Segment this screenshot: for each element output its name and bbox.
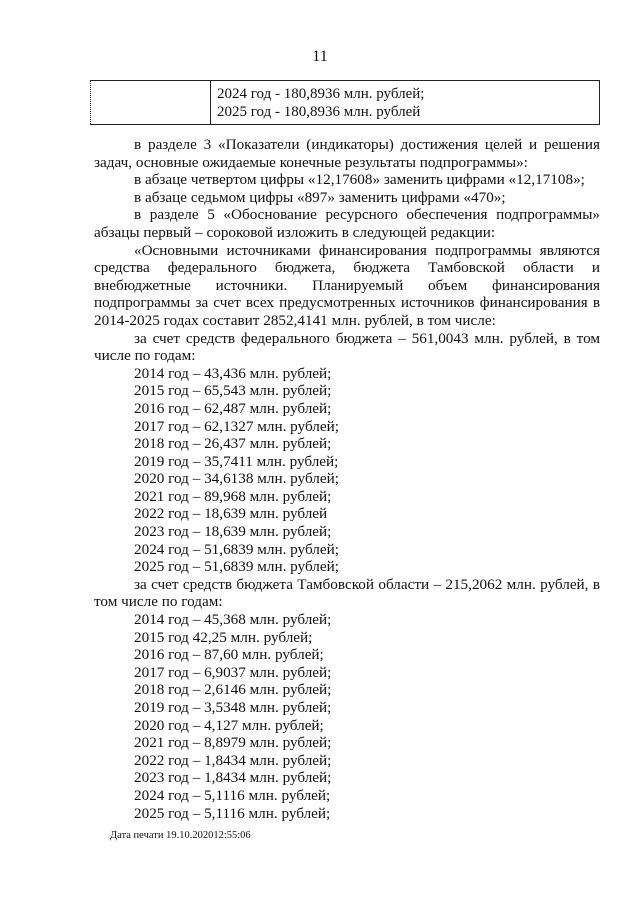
year-amount-line: 2025 год – 51,6839 млн. рублей; — [134, 558, 339, 576]
text-line: в абзаце седьмом цифры «897» заменить цифрами «470»; — [134, 188, 506, 206]
year-amount-line: 2014 год – 43,436 млн. рублей; — [134, 364, 332, 382]
table-values-cell — [211, 81, 600, 125]
year-amount-line: 2022 год – 18,639 млн. рублей — [134, 505, 328, 523]
year-amount-line: 2020 год – 4,127 млн. рублей; — [134, 716, 324, 734]
year-amount-line: 2016 год – 62,487 млн. рублей; — [134, 399, 332, 417]
text-line: в абзаце четвертом цифры «12,17608» заменить цифрами «12,17108»; — [134, 171, 585, 189]
text-line: за счет средств федерального бюджета – 561,0043 млн. рублей, в том — [134, 329, 600, 347]
print-date-footer: Дата печати 19.10.202012:55:06 — [110, 830, 251, 841]
year-amount-line: 2019 год – 35,7411 млн. рублей; — [134, 452, 339, 470]
page-number: 11 — [312, 48, 328, 65]
year-amount-line: 2021 год – 8,8979 млн. рублей; — [134, 734, 332, 752]
year-amount-line: 2023 год – 18,639 млн. рублей; — [134, 523, 332, 541]
year-amount-line: 2017 год – 6,9037 млн. рублей; — [134, 663, 332, 681]
regional-intro-paragraph — [94, 576, 600, 611]
text-line: в разделе 3 «Показатели (индикаторы) достижения целей и решения — [134, 136, 600, 153]
intro-paragraphs — [94, 136, 600, 365]
text-line: абзацы первый – сороковой изложить в следующей редакции: — [94, 223, 496, 241]
text-line: том числе по годам: — [94, 593, 223, 611]
text-line: задач, основные ожидаемые конечные результаты подпрограммы»: — [94, 153, 528, 171]
year-amount-line: 2024 год – 5,1116 млн. рублей; — [134, 786, 331, 804]
text-line: «Основными источниками финансирования подпрограммы являются — [134, 241, 600, 259]
year-amount-line: 2020 год – 34,6138 млн. рублей; — [134, 470, 339, 488]
year-amount-line: 2017 год – 62,1327 млн. рублей; — [134, 417, 339, 435]
year-amount-line: 2024 год – 51,6839 млн. рублей; — [134, 540, 339, 558]
year-amount-line: 2018 год – 2,6146 млн. рублей; — [134, 681, 332, 699]
year-amount-line: 2015 год – 65,543 млн. рублей; — [134, 382, 332, 400]
text-line: подпрограммы за счет всех предусмотренных источников финансирования в — [94, 294, 600, 312]
year-amount-line: 2014 год – 45,368 млн. рублей; — [134, 611, 332, 629]
year-amount-line: 2025 год – 5,1116 млн. рублей; — [134, 804, 331, 822]
document-body — [94, 136, 600, 822]
federal-years-list — [94, 365, 600, 576]
table-empty-cell — [91, 81, 211, 125]
continuation-table — [90, 80, 600, 125]
text-line: в разделе 5 «Обоснование ресурсного обеспечения подпрограммы» — [134, 206, 600, 224]
table-line: 2024 год - 180,8936 млн. рублей; — [217, 86, 425, 102]
text-line: 2014-2025 годах составит 2852,4141 млн. рублей, в том числе: — [94, 311, 496, 329]
year-amount-line: 2022 год – 1,8434 млн. рублей; — [134, 751, 332, 769]
year-amount-line: 2018 год – 26,437 млн. рублей; — [134, 435, 332, 453]
year-amount-line: 2019 год – 3,5348 млн. рублей; — [134, 699, 332, 716]
text-line: внебюджетные источники. Планируемый объем финансирования — [94, 276, 600, 294]
year-amount-line: 2021 год – 89,968 млн. рублей; — [134, 487, 332, 505]
year-amount-line: 2023 год – 1,8434 млн. рублей; — [134, 769, 332, 787]
regional-years-list — [94, 611, 600, 822]
year-amount-line: 2016 год – 87,60 млн. рублей; — [134, 646, 324, 664]
text-line: за счет средств бюджета Тамбовской области – 215,2062 млн. рублей, в — [134, 575, 600, 593]
year-amount-line: 2015 год 42,25 млн. рублей; — [134, 628, 313, 646]
text-line: числе по годам: — [94, 347, 196, 365]
table-line: 2025 год - 180,8936 млн. рублей — [217, 104, 421, 120]
text-line: средства федерального бюджета, бюджета Тамбовской области и — [94, 259, 600, 277]
